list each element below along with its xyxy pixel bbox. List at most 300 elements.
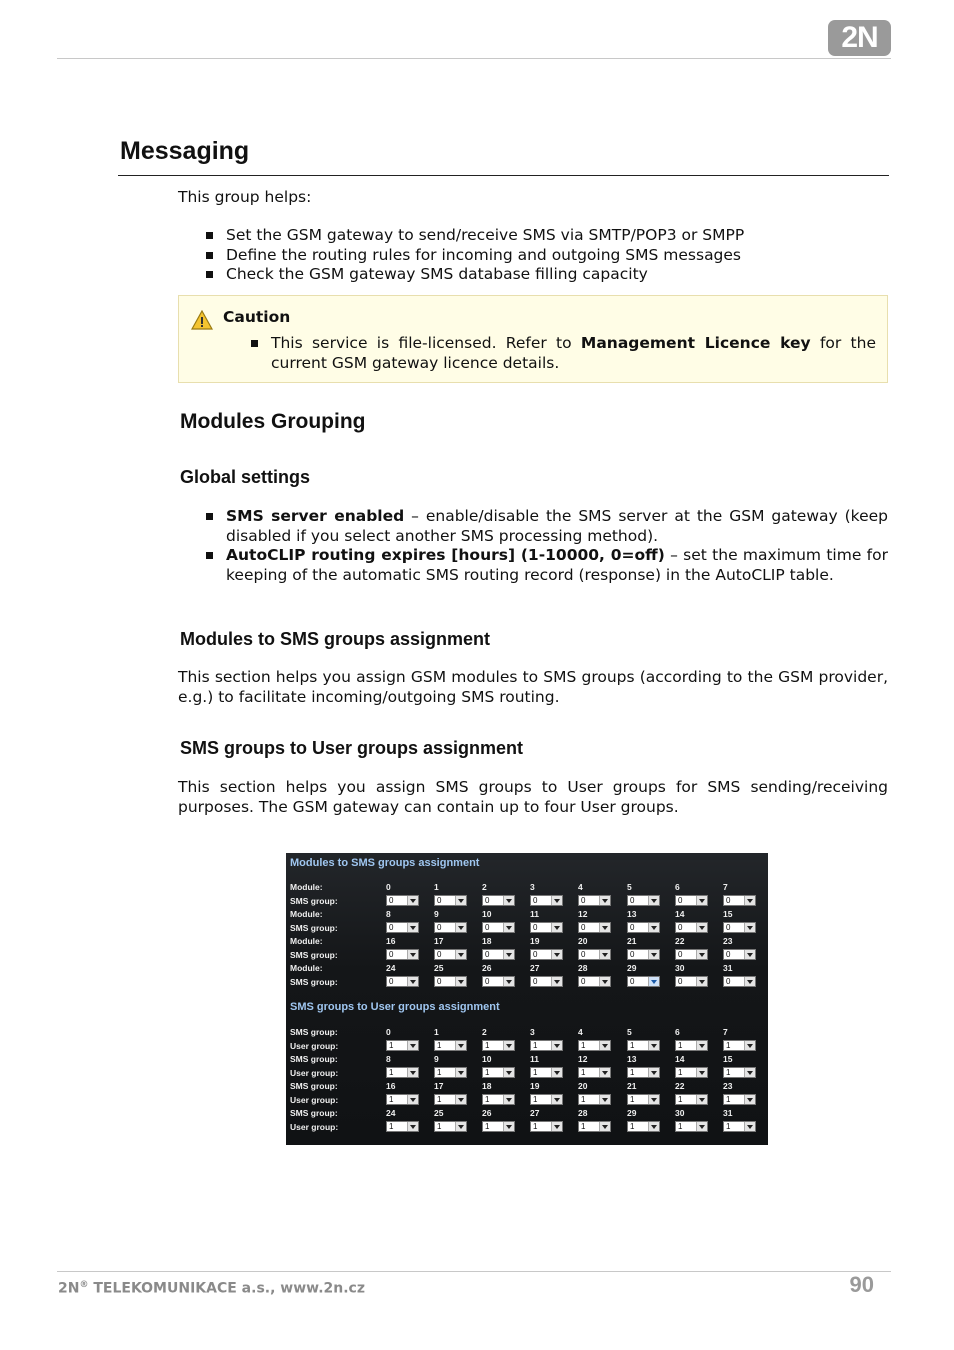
list-item [206, 507, 888, 546]
select-value: 1 [485, 1122, 490, 1131]
global-bullet-list [206, 507, 888, 585]
select-value: 0 [389, 950, 394, 959]
group-select[interactable] [675, 976, 708, 987]
chevron-down-icon[interactable] [551, 1041, 562, 1050]
select-value: 1 [726, 1068, 731, 1077]
chevron-down-icon[interactable] [503, 977, 514, 986]
sms-group-number: 1 [434, 1027, 439, 1037]
select-value: 1 [533, 1122, 538, 1131]
chevron-down-icon[interactable] [648, 1068, 659, 1077]
chevron-down-icon[interactable] [503, 923, 514, 932]
user-group-label: User group: [290, 1095, 339, 1105]
group-select[interactable] [386, 895, 419, 906]
caution-title: Caution [223, 308, 291, 326]
chevron-down-icon[interactable] [648, 1095, 659, 1104]
chevron-down-icon[interactable] [407, 1068, 418, 1077]
chevron-down-icon[interactable] [648, 950, 659, 959]
module-number: 29 [627, 963, 637, 973]
chevron-down-icon[interactable] [696, 1095, 707, 1104]
sms-group-number: 27 [530, 1108, 540, 1118]
select-value: 0 [533, 977, 538, 986]
chevron-down-icon[interactable] [455, 896, 466, 905]
group-select[interactable] [675, 1094, 708, 1105]
header-rule [57, 58, 891, 59]
chevron-down-icon[interactable] [407, 1041, 418, 1050]
select-value: 0 [437, 896, 442, 905]
section-heading-modules-grouping: Modules Grouping [180, 410, 366, 433]
sms-group-number: 28 [578, 1108, 588, 1118]
sms-group-number: 12 [578, 1054, 588, 1064]
chevron-down-icon[interactable] [744, 1068, 755, 1077]
select-value: 1 [581, 1095, 586, 1104]
sms-group-number: 26 [482, 1108, 492, 1118]
intro-bullet-list [206, 226, 888, 285]
group-select[interactable] [386, 1040, 419, 1051]
module-number: 23 [723, 936, 733, 946]
footer-company [58, 1280, 365, 1297]
paragraph-modules-sms: This section helps you assign GSM modules to SMS groups (according to the GSM provider, e.g.) to facilitate incoming/outgoing SMS routing. [178, 668, 888, 706]
select-value: 0 [485, 896, 490, 905]
group-select[interactable] [530, 922, 563, 933]
chevron-down-icon[interactable] [648, 977, 659, 986]
sms-group-number: 0 [386, 1027, 391, 1037]
select-value: 1 [581, 1068, 586, 1077]
chevron-down-icon[interactable] [744, 950, 755, 959]
select-value: 0 [485, 977, 490, 986]
sms-group-label: SMS group: [290, 1027, 338, 1037]
chevron-down-icon[interactable] [503, 896, 514, 905]
group-select[interactable] [627, 949, 660, 960]
group-select[interactable] [434, 1040, 467, 1051]
sms-group-number: 29 [627, 1108, 637, 1118]
select-value: 1 [437, 1122, 442, 1131]
select-value: 0 [726, 950, 731, 959]
group-select[interactable] [578, 1067, 611, 1078]
group-select[interactable] [434, 1067, 467, 1078]
group-select[interactable] [386, 976, 419, 987]
chevron-down-icon[interactable] [551, 1122, 562, 1131]
select-value: 0 [581, 977, 586, 986]
module-number: 27 [530, 963, 540, 973]
select-value: 1 [389, 1068, 394, 1077]
select-value: 0 [581, 896, 586, 905]
select-value: 1 [485, 1041, 490, 1050]
screenshot-modules-title: Modules to SMS groups assignment [290, 857, 480, 869]
module-number: 28 [578, 963, 588, 973]
chevron-down-icon[interactable] [407, 950, 418, 959]
group-select[interactable] [675, 1040, 708, 1051]
module-number: 24 [386, 963, 396, 973]
group-select[interactable] [434, 949, 467, 960]
bullet-text: – enable/disable the SMS server at the GSM gateway (keep disabled if you select another SMS processing method). [226, 507, 888, 545]
select-value: 0 [533, 896, 538, 905]
chevron-down-icon[interactable] [455, 950, 466, 959]
chevron-down-icon[interactable] [599, 977, 610, 986]
warning-icon [191, 310, 213, 330]
group-select[interactable] [530, 1067, 563, 1078]
footer-company-text: TELEKOMUNIKACE a.s., www.2n.cz [88, 1280, 365, 1297]
sms-group-number: 16 [386, 1081, 396, 1091]
section-heading-modules-sms: Modules to SMS groups assignment [180, 629, 491, 649]
module-number: 20 [578, 936, 588, 946]
group-select[interactable] [627, 922, 660, 933]
group-select[interactable] [578, 1040, 611, 1051]
sms-group-number: 19 [530, 1081, 540, 1091]
chevron-down-icon[interactable] [696, 896, 707, 905]
chevron-down-icon[interactable] [599, 950, 610, 959]
chevron-down-icon[interactable] [455, 977, 466, 986]
select-value: 1 [630, 1068, 635, 1077]
chevron-down-icon[interactable] [407, 1122, 418, 1131]
group-select[interactable] [482, 1094, 515, 1105]
group-select[interactable] [386, 1121, 419, 1132]
module-number: 31 [723, 963, 733, 973]
sms-group-number: 25 [434, 1108, 444, 1118]
chevron-down-icon[interactable] [744, 977, 755, 986]
select-value: 0 [678, 923, 683, 932]
bullet-bold: SMS server enabled [226, 507, 405, 525]
group-select[interactable] [578, 1094, 611, 1105]
select-value: 0 [630, 950, 635, 959]
chevron-down-icon[interactable] [407, 923, 418, 932]
chevron-down-icon[interactable] [599, 1068, 610, 1077]
sms-group-number: 15 [723, 1054, 733, 1064]
group-select[interactable] [723, 1121, 756, 1132]
user-group-label: User group: [290, 1041, 339, 1051]
sms-group-number: 21 [627, 1081, 637, 1091]
module-number: 6 [675, 882, 680, 892]
group-select[interactable] [723, 1094, 756, 1105]
module-label: Module: [290, 882, 323, 892]
sms-group-number: 6 [675, 1027, 680, 1037]
group-select[interactable] [578, 895, 611, 906]
module-number: 14 [675, 909, 685, 919]
group-select[interactable] [386, 922, 419, 933]
select-value: 0 [437, 950, 442, 959]
select-value: 1 [726, 1095, 731, 1104]
sms-group-number: 9 [434, 1054, 439, 1064]
chevron-down-icon[interactable] [648, 923, 659, 932]
select-value: 0 [389, 896, 394, 905]
sms-group-label: SMS group: [290, 977, 338, 987]
module-label: Module: [290, 963, 323, 973]
chevron-down-icon[interactable] [551, 1068, 562, 1077]
select-value: 0 [485, 923, 490, 932]
module-number: 9 [434, 909, 439, 919]
list-item: Set the GSM gateway to send/receive SMS via SMTP/POP3 or SMPP [206, 226, 888, 246]
bullet-text: – set the maximum time for keeping of the automatic SMS routing record (response) in the AutoCLIP table. [226, 546, 888, 584]
sms-group-label: SMS group: [290, 923, 338, 933]
chevron-down-icon[interactable] [744, 923, 755, 932]
group-select[interactable] [386, 1067, 419, 1078]
chevron-down-icon[interactable] [744, 1122, 755, 1131]
group-select[interactable] [530, 1094, 563, 1105]
chevron-down-icon[interactable] [455, 1068, 466, 1077]
select-value: 1 [581, 1041, 586, 1050]
group-select[interactable] [482, 1067, 515, 1078]
sms-group-label: SMS group: [290, 950, 338, 960]
group-select[interactable] [675, 922, 708, 933]
module-number: 21 [627, 936, 637, 946]
chevron-down-icon[interactable] [551, 1095, 562, 1104]
group-select[interactable] [530, 976, 563, 987]
company-logo: 2N [828, 20, 891, 56]
module-number: 1 [434, 882, 439, 892]
list-item [251, 334, 876, 373]
group-select[interactable] [530, 1121, 563, 1132]
group-select[interactable] [723, 1040, 756, 1051]
select-value: 1 [630, 1095, 635, 1104]
module-number: 3 [530, 882, 535, 892]
select-value: 0 [678, 896, 683, 905]
chevron-down-icon[interactable] [599, 923, 610, 932]
sms-group-number: 30 [675, 1108, 685, 1118]
group-select[interactable] [627, 1094, 660, 1105]
chevron-down-icon[interactable] [503, 1095, 514, 1104]
select-value: 0 [437, 977, 442, 986]
select-value: 1 [389, 1041, 394, 1050]
sms-group-number: 7 [723, 1027, 728, 1037]
chevron-down-icon[interactable] [455, 923, 466, 932]
caution-bold: Management Licence key [580, 334, 811, 352]
group-select[interactable] [386, 1094, 419, 1105]
group-select[interactable] [675, 895, 708, 906]
sms-group-number: 22 [675, 1081, 685, 1091]
select-value: 0 [726, 923, 731, 932]
intro-text: This group helps: [178, 188, 312, 206]
module-number: 13 [627, 909, 637, 919]
module-number: 17 [434, 936, 444, 946]
group-select[interactable] [482, 976, 515, 987]
group-select[interactable] [627, 1040, 660, 1051]
select-value: 1 [678, 1122, 683, 1131]
select-value: 0 [630, 896, 635, 905]
select-value: 0 [485, 950, 490, 959]
group-select[interactable] [530, 949, 563, 960]
select-value: 0 [581, 923, 586, 932]
group-select[interactable] [386, 949, 419, 960]
group-select[interactable] [675, 1121, 708, 1132]
module-number: 0 [386, 882, 391, 892]
select-value: 1 [726, 1041, 731, 1050]
sms-group-number: 3 [530, 1027, 535, 1037]
chevron-down-icon[interactable] [599, 1041, 610, 1050]
footer-registered: ® [79, 1280, 89, 1290]
chevron-down-icon[interactable] [696, 1122, 707, 1131]
group-select[interactable] [482, 949, 515, 960]
chevron-down-icon[interactable] [551, 923, 562, 932]
chevron-down-icon[interactable] [648, 1041, 659, 1050]
chevron-down-icon[interactable] [744, 896, 755, 905]
footer-brand: 2N [58, 1280, 80, 1297]
module-number: 2 [482, 882, 487, 892]
module-number: 25 [434, 963, 444, 973]
group-select[interactable] [723, 1067, 756, 1078]
module-number: 26 [482, 963, 492, 973]
section-heading-global-settings: Global settings [180, 467, 311, 487]
select-value: 1 [389, 1095, 394, 1104]
chevron-down-icon[interactable] [551, 896, 562, 905]
module-number: 16 [386, 936, 396, 946]
group-select[interactable] [723, 976, 756, 987]
sms-group-number: 20 [578, 1081, 588, 1091]
group-select[interactable] [434, 922, 467, 933]
sms-group-label: SMS group: [290, 1081, 338, 1091]
caution-list [251, 334, 876, 373]
group-select[interactable] [578, 976, 611, 987]
module-number: 15 [723, 909, 733, 919]
select-value: 0 [726, 977, 731, 986]
select-value: 0 [437, 923, 442, 932]
group-select[interactable] [578, 922, 611, 933]
sms-group-number: 11 [530, 1054, 539, 1064]
select-value: 1 [437, 1068, 442, 1077]
group-select[interactable] [675, 1067, 708, 1078]
group-select[interactable] [482, 1040, 515, 1051]
select-value: 1 [485, 1068, 490, 1077]
sms-group-number: 8 [386, 1054, 391, 1064]
group-select[interactable] [434, 1094, 467, 1105]
select-value: 1 [485, 1095, 490, 1104]
chevron-down-icon[interactable] [696, 923, 707, 932]
select-value: 0 [630, 977, 635, 986]
group-select[interactable] [627, 976, 660, 987]
select-value: 0 [389, 977, 394, 986]
sms-group-number: 31 [723, 1108, 733, 1118]
select-value: 0 [630, 923, 635, 932]
group-select[interactable] [434, 976, 467, 987]
sms-group-label: SMS group: [290, 1108, 338, 1118]
module-number: 18 [482, 936, 492, 946]
sms-group-number: 18 [482, 1081, 492, 1091]
module-label: Module: [290, 936, 323, 946]
module-number: 10 [482, 909, 492, 919]
section-heading-sms-user: SMS groups to User groups assignment [180, 738, 524, 758]
group-select[interactable] [723, 895, 756, 906]
group-select[interactable] [675, 949, 708, 960]
screenshot-panel [286, 853, 768, 1145]
chevron-down-icon[interactable] [696, 950, 707, 959]
chevron-down-icon[interactable] [503, 1122, 514, 1131]
select-value: 0 [678, 950, 683, 959]
select-value: 1 [678, 1095, 683, 1104]
select-value: 0 [678, 977, 683, 986]
sms-group-number: 2 [482, 1027, 487, 1037]
select-value: 1 [389, 1122, 394, 1131]
group-select[interactable] [434, 1121, 467, 1132]
chevron-down-icon[interactable] [696, 1041, 707, 1050]
group-select[interactable] [723, 949, 756, 960]
caution-box [178, 295, 888, 383]
page-title: Messaging [120, 137, 250, 165]
chevron-down-icon[interactable] [551, 977, 562, 986]
group-select[interactable] [723, 922, 756, 933]
chevron-down-icon[interactable] [696, 977, 707, 986]
module-number: 12 [578, 909, 588, 919]
group-select[interactable] [530, 1040, 563, 1051]
group-select[interactable] [627, 1067, 660, 1078]
chevron-down-icon[interactable] [744, 1041, 755, 1050]
chevron-down-icon[interactable] [455, 1095, 466, 1104]
module-number: 22 [675, 936, 685, 946]
chevron-down-icon[interactable] [599, 896, 610, 905]
chevron-down-icon[interactable] [599, 1122, 610, 1131]
module-number: 19 [530, 936, 540, 946]
select-value: 1 [678, 1041, 683, 1050]
group-select[interactable] [627, 895, 660, 906]
sms-group-number: 24 [386, 1108, 396, 1118]
group-select[interactable] [434, 895, 467, 906]
select-value: 1 [581, 1122, 586, 1131]
list-item [206, 546, 888, 585]
chevron-down-icon[interactable] [648, 896, 659, 905]
chevron-down-icon[interactable] [407, 1095, 418, 1104]
title-rule [118, 175, 889, 176]
footer-rule [57, 1271, 891, 1272]
chevron-down-icon[interactable] [407, 977, 418, 986]
select-value: 1 [533, 1068, 538, 1077]
module-number: 8 [386, 909, 391, 919]
list-item: Check the GSM gateway SMS database filling capacity [206, 265, 888, 285]
chevron-down-icon[interactable] [648, 1122, 659, 1131]
page-number: 90 [849, 1272, 874, 1297]
group-select[interactable] [482, 922, 515, 933]
bullet-bold: AutoCLIP routing expires [hours] (1-10000, 0=off) [226, 546, 665, 564]
select-value: 1 [437, 1095, 442, 1104]
group-select[interactable] [530, 895, 563, 906]
module-label: Module: [290, 909, 323, 919]
chevron-down-icon[interactable] [503, 950, 514, 959]
caution-text-after: for the current GSM gateway licence details. [271, 334, 876, 372]
select-value: 0 [533, 923, 538, 932]
user-group-label: User group: [290, 1122, 339, 1132]
sms-group-number: 5 [627, 1027, 632, 1037]
sms-group-label: SMS group: [290, 896, 338, 906]
chevron-down-icon[interactable] [455, 1041, 466, 1050]
select-value: 0 [533, 950, 538, 959]
select-value: 0 [726, 896, 731, 905]
select-value: 1 [678, 1068, 683, 1077]
chevron-down-icon[interactable] [503, 1068, 514, 1077]
sms-group-number: 13 [627, 1054, 637, 1064]
chevron-down-icon[interactable] [455, 1122, 466, 1131]
group-select[interactable] [578, 1121, 611, 1132]
group-select[interactable] [627, 1121, 660, 1132]
group-select[interactable] [578, 949, 611, 960]
chevron-down-icon[interactable] [407, 896, 418, 905]
sms-group-label: SMS group: [290, 1054, 338, 1064]
sms-group-number: 17 [434, 1081, 444, 1091]
chevron-down-icon[interactable] [503, 1041, 514, 1050]
screenshot-sms-title: SMS groups to User groups assignment [290, 1001, 500, 1013]
select-value: 1 [533, 1095, 538, 1104]
chevron-down-icon[interactable] [599, 1095, 610, 1104]
sms-group-number: 4 [578, 1027, 583, 1037]
module-number: 11 [530, 909, 539, 919]
sms-group-number: 14 [675, 1054, 685, 1064]
paragraph-sms-user: This section helps you assign SMS groups to User groups for SMS sending/receiving purposes. The GSM gateway can contain up to four User groups. [178, 778, 888, 816]
group-select[interactable] [482, 895, 515, 906]
chevron-down-icon[interactable] [696, 1068, 707, 1077]
group-select[interactable] [482, 1121, 515, 1132]
chevron-down-icon[interactable] [551, 950, 562, 959]
module-number: 30 [675, 963, 685, 973]
chevron-down-icon[interactable] [744, 1095, 755, 1104]
sms-group-number: 23 [723, 1081, 733, 1091]
select-value: 1 [437, 1041, 442, 1050]
select-value: 1 [533, 1041, 538, 1050]
select-value: 0 [389, 923, 394, 932]
